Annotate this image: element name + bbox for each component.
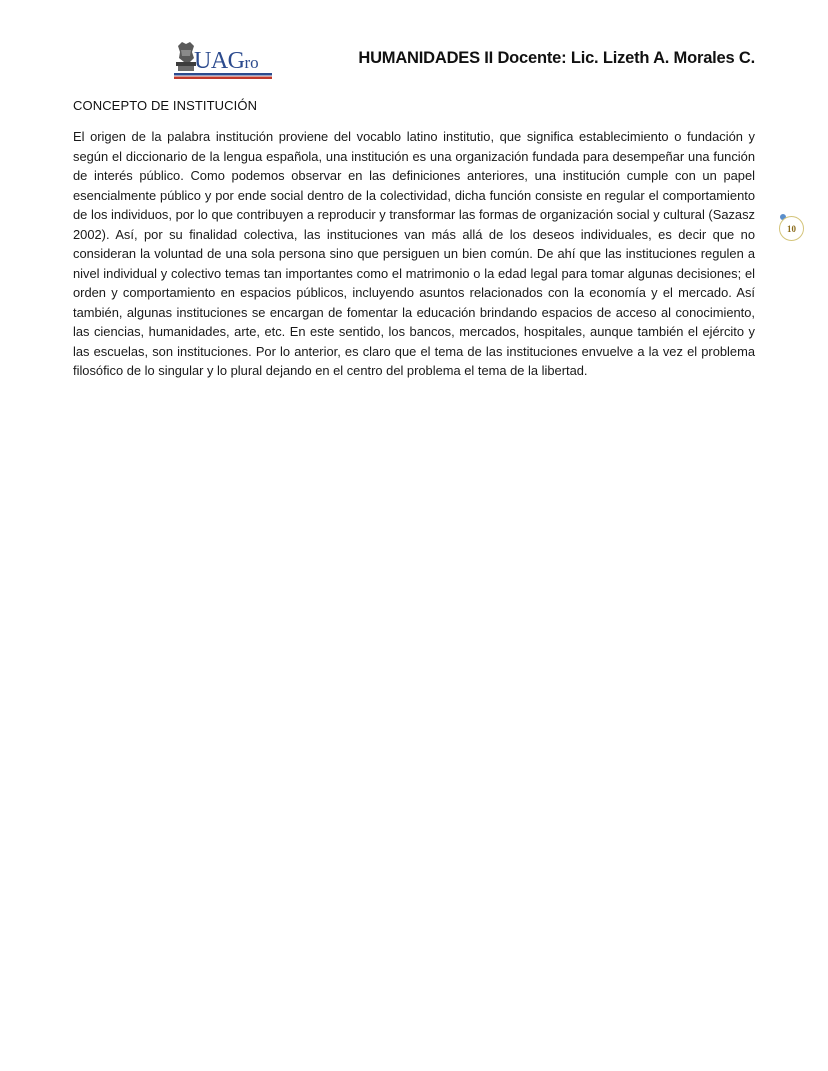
logo-wordmark [194, 49, 259, 73]
logo-text-main: UAG [194, 48, 245, 74]
page-number-badge: 10 [779, 216, 804, 241]
uagro-logo [172, 40, 276, 82]
header-title: HUMANIDADES II Docente: Lic. Lizeth A. Morales C. [358, 49, 755, 67]
body-paragraph: El origen de la palabra institución proviene del vocablo latino institutio, que significa establecimiento o fundación y según el diccionario de la lengua española, una institución es una organización fundada para desempeñar una función de interés público. Como podemos observar en las definiciones anteriores, una institución cumple con un papel esencialmente público y por ende social dentro de la colectividad, dicha función consiste en regular el comportamiento de los individuos, por lo que contribuyen a reproducir y transformar las formas de organización social y cultural (Sazasz 2002). Así, por su finalidad colectiva, las instituciones van más allá de los deseos individuales, es decir que no consideran la voluntad de una sola persona sino que persiguen un bien común. De ahí que las instituciones regulen a nivel individual y colectivo temas tan importantes como el matrimonio o la edad legal para tomar algunas decisiones; el orden y comportamiento en espacios públicos, incluyendo asuntos relacionados con la economía y el mercado. Así también, algunas instituciones se encargan de fomentar la educación brindando espacios de acceso al conocimiento, las ciencias, humanidades, arte, etc. En este sentido, los bancos, mercados, hospitales, aunque también el ejército y las escuelas, son instituciones. Por lo anterior, es claro que el tema de las instituciones envuelve a la vez el problema filosófico de lo singular y lo plural dejando en el centro del problema el tema de la libertad. [73, 129, 755, 378]
logo-text-sub: ro [244, 53, 259, 72]
section-heading: CONCEPTO DE INSTITUCIÓN [73, 98, 258, 113]
